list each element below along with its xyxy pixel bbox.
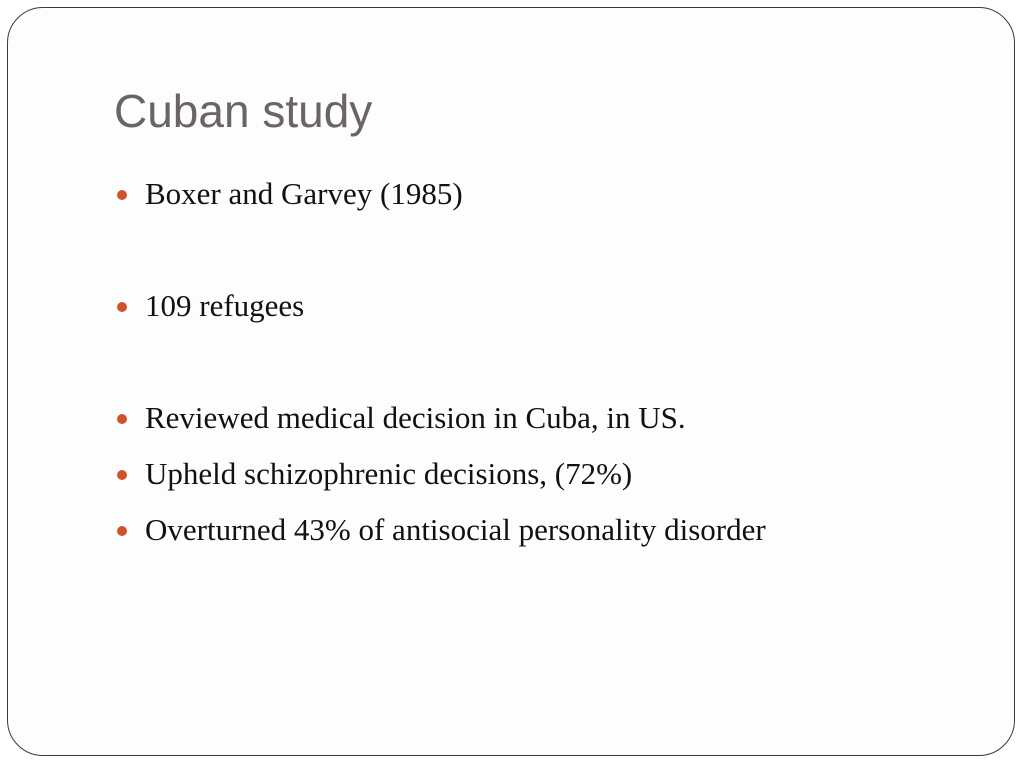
bullet-item — [114, 510, 766, 550]
bullet-dot-icon — [117, 414, 127, 424]
bullet-text: Boxer and Garvey (1985) — [145, 176, 463, 211]
bullet-text: Upheld schizophrenic decisions, (72%) — [145, 456, 633, 491]
bullet-dot-icon — [117, 190, 127, 200]
bullet-item — [114, 398, 766, 438]
bullet-item — [114, 174, 766, 214]
bullet-dot-icon — [117, 302, 127, 312]
bullet-text: Reviewed medical decision in Cuba, in US. — [145, 400, 686, 435]
bullet-item — [114, 286, 766, 326]
bullet-dot-icon — [117, 470, 127, 480]
bullet-text: Overturned 43% of antisocial personality disorder — [145, 512, 766, 547]
bullet-list — [114, 174, 766, 550]
slide-title: Cuban study — [114, 85, 373, 137]
bullet-text: 109 refugees — [145, 288, 305, 323]
slide-frame — [7, 7, 1015, 756]
bullet-item — [114, 454, 766, 494]
bullet-dot-icon — [117, 526, 127, 536]
